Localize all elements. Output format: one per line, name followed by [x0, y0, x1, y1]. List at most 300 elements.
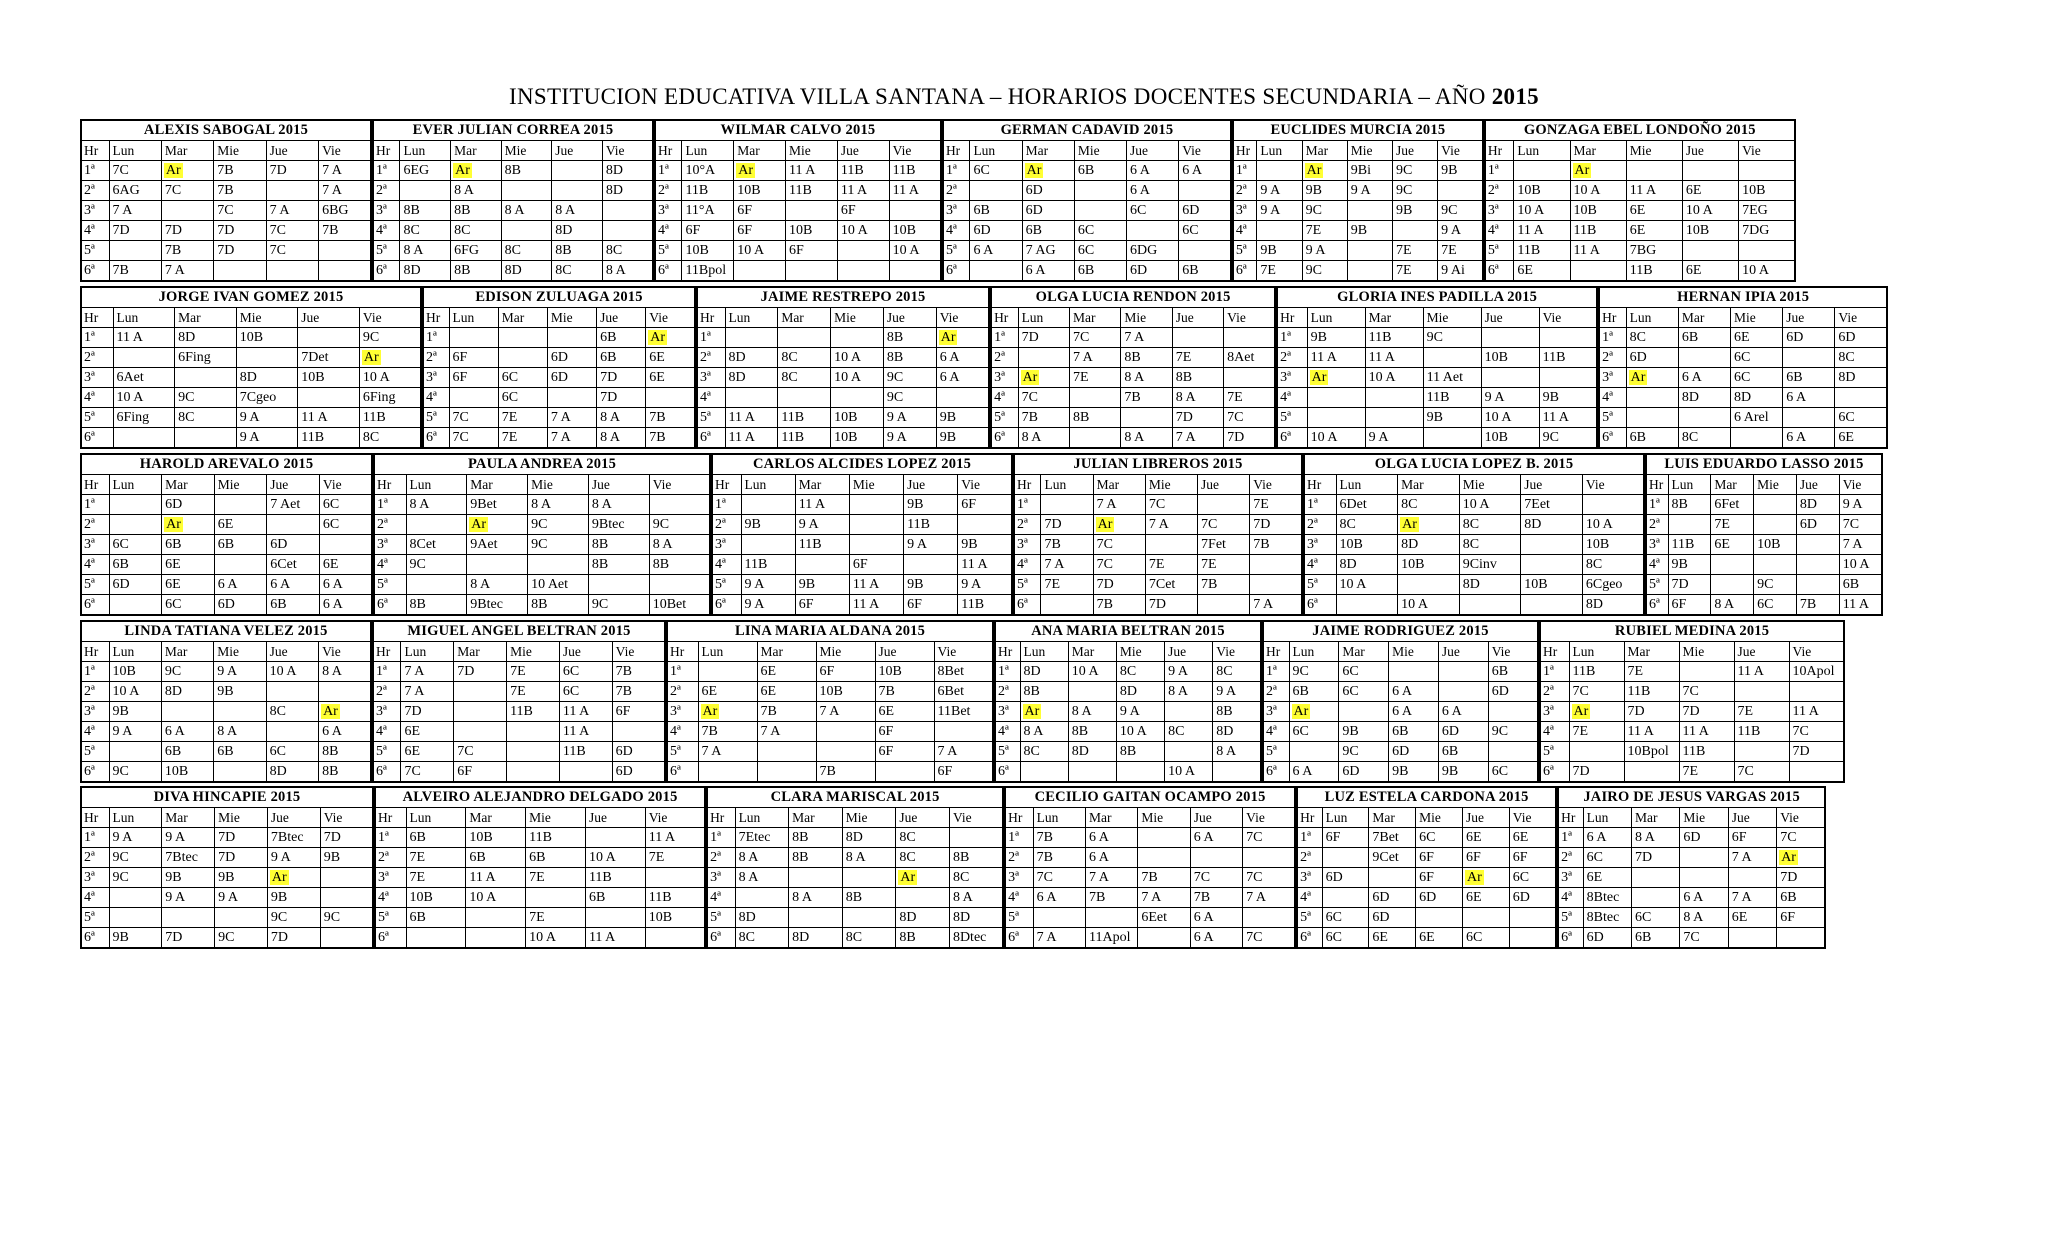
hour-label: 4ª: [81, 888, 109, 908]
class-cell: 6 A: [1033, 888, 1085, 908]
class-cell: [266, 261, 318, 282]
class-cell: 7C: [1839, 515, 1882, 535]
class-cell: [1165, 742, 1213, 762]
class-cell: 8C: [1336, 515, 1398, 535]
schedule-row: [375, 868, 705, 888]
class-cell: 11B: [1539, 348, 1597, 368]
class-cell: [970, 261, 1022, 282]
hour-label: 5ª: [81, 408, 113, 428]
hour-label: 4ª: [655, 221, 682, 241]
teacher-name-row: [1540, 621, 1844, 642]
class-cell: [109, 241, 161, 261]
class-cell: 10B: [831, 428, 884, 449]
class-cell: [113, 348, 175, 368]
class-cell: [1678, 408, 1730, 428]
teacher-name-row: [81, 120, 371, 141]
class-cell: 7B: [646, 428, 695, 449]
class-cell: [214, 495, 267, 515]
class-cell: 10 A: [1570, 181, 1626, 201]
class-cell: [1289, 702, 1339, 722]
class-cell: [725, 388, 778, 408]
class-cell: 10B: [1739, 181, 1795, 201]
hour-label: 5ª: [1304, 575, 1336, 595]
hour-label: 5ª: [697, 408, 725, 428]
hour-label: 2ª: [1599, 348, 1626, 368]
teacher-name: EUCLIDES MURCIA 2015: [1233, 120, 1483, 141]
schedule-row: [1233, 181, 1483, 201]
class-cell: 8C: [451, 221, 502, 241]
class-cell: [109, 888, 162, 908]
day-header: Mie: [1116, 642, 1164, 662]
class-cell: 9Btec: [588, 515, 649, 535]
schedule-row: [1599, 328, 1887, 348]
hour-label: 1ª: [995, 662, 1020, 682]
class-cell: 11°A: [682, 201, 734, 221]
class-cell: 9 A: [1365, 428, 1423, 449]
class-cell: 6E: [1731, 328, 1783, 348]
class-cell: 7D: [1093, 575, 1145, 595]
class-cell: 9C: [1754, 575, 1797, 595]
class-cell: 9 A: [1213, 682, 1261, 702]
schedule-row: [81, 201, 371, 221]
class-cell: 6E: [1682, 261, 1738, 282]
class-cell: 9B: [1438, 762, 1488, 783]
class-cell: 9C: [406, 555, 467, 575]
hour-label: 2ª: [81, 181, 109, 201]
class-cell: 9C: [1488, 722, 1538, 742]
class-cell: 11Apol: [1085, 928, 1137, 949]
class-cell: 9 A: [109, 828, 162, 848]
class-cell: 11 A: [1839, 595, 1882, 616]
teacher-schedule: [80, 453, 373, 616]
class-cell: 8B: [1116, 742, 1164, 762]
class-cell: [1224, 368, 1275, 388]
hour-label: 3ª: [423, 368, 449, 388]
day-header: Jue: [1796, 475, 1839, 495]
class-cell: 7 A: [1839, 535, 1882, 555]
class-cell: 7Etec: [735, 828, 789, 848]
schedule-row: [1263, 702, 1538, 722]
class-cell: 7B: [214, 161, 266, 181]
class-cell: 10 A: [526, 928, 586, 949]
schedule-row: [995, 762, 1261, 783]
class-cell: 6B: [109, 555, 162, 575]
class-cell: 10B: [161, 762, 213, 783]
class-cell: 8D: [1796, 495, 1839, 515]
class-cell: 8Bet: [934, 662, 993, 682]
class-cell: 8C: [1459, 515, 1521, 535]
day-header: Vie: [1582, 475, 1644, 495]
class-cell: 8B: [406, 595, 467, 616]
hour-column-header: Hr: [697, 308, 725, 328]
teacher-schedule: [1539, 620, 1845, 783]
class-cell: [1521, 535, 1583, 555]
class-cell: 7E: [406, 848, 466, 868]
class-cell: 6C: [1835, 408, 1887, 428]
class-cell: 7C: [449, 428, 498, 449]
class-cell: [109, 495, 162, 515]
class-cell: [585, 908, 645, 928]
highlight-marker: Ar: [455, 163, 470, 178]
schedule-row: [667, 762, 993, 783]
day-header: Lun: [1033, 808, 1085, 828]
schedule-row: [373, 261, 653, 282]
class-cell: 7C: [1033, 868, 1085, 888]
class-cell: [1138, 828, 1190, 848]
schedule-row: [81, 928, 373, 949]
class-cell: [1539, 368, 1597, 388]
class-cell: 6B: [1389, 722, 1439, 742]
day-header: Mie: [215, 808, 268, 828]
class-cell: [1250, 575, 1302, 595]
class-cell: 9B: [109, 702, 161, 722]
class-cell: [1369, 868, 1416, 888]
hour-label: 5ª: [712, 575, 741, 595]
class-cell: 6 A: [970, 241, 1022, 261]
class-cell: 11 A: [1789, 702, 1844, 722]
class-cell: 10B: [786, 221, 838, 241]
class-cell: [449, 328, 498, 348]
day-header: Vie: [949, 808, 1003, 828]
schedule-row: [81, 261, 371, 282]
class-cell: 7E: [1392, 261, 1437, 282]
class-cell: 7C: [1243, 868, 1295, 888]
schedule-row: [81, 221, 371, 241]
class-cell: [735, 888, 789, 908]
class-cell: [786, 201, 838, 221]
teacher-name-row: [991, 287, 1275, 308]
hour-label: 4ª: [991, 388, 1018, 408]
hour-label: 3ª: [1558, 868, 1583, 888]
class-cell: [649, 575, 710, 595]
class-cell: [1777, 928, 1825, 949]
class-cell: 7B: [1018, 408, 1069, 428]
class-cell: 11B: [645, 888, 705, 908]
class-cell: 6F: [849, 555, 903, 575]
class-cell: 9 A: [1257, 181, 1302, 201]
class-cell: [1121, 408, 1172, 428]
schedule-row: [1540, 722, 1844, 742]
class-cell: 9Bet: [467, 495, 528, 515]
class-cell: 9C: [109, 848, 162, 868]
class-cell: 10 A: [1682, 201, 1738, 221]
hour-label: 1ª: [1558, 828, 1583, 848]
teacher-name-row: [81, 621, 371, 642]
hour-label: 4ª: [1233, 221, 1257, 241]
class-cell: 6 A: [319, 575, 372, 595]
class-cell: [896, 868, 950, 888]
class-cell: 6E: [1626, 221, 1682, 241]
schedule-row: [1646, 595, 1882, 616]
teacher-schedule: [1296, 786, 1557, 949]
day-header: Vie: [1539, 308, 1597, 328]
teacher-name: LUIS EDUARDO LASSO 2015: [1646, 454, 1882, 475]
day-header: Vie: [934, 642, 993, 662]
schedule-row: [81, 328, 421, 348]
schedule-row: [1304, 595, 1644, 616]
hour-label: 2ª: [707, 848, 735, 868]
teacher-schedule: [1557, 786, 1826, 949]
day-header: Mar: [778, 308, 831, 328]
class-cell: [949, 828, 1003, 848]
day-header-row: [81, 642, 371, 662]
teacher-schedule: [1004, 786, 1296, 949]
class-cell: 9C: [161, 662, 213, 682]
class-cell: 9C: [588, 595, 649, 616]
class-cell: [1392, 221, 1437, 241]
highlight-marker: Ar: [738, 163, 754, 178]
hour-label: 3ª: [81, 868, 109, 888]
day-header: Mie: [1138, 808, 1190, 828]
class-cell: 7 A: [1728, 848, 1776, 868]
schedule-row: [1485, 201, 1795, 221]
class-cell: 10B: [1754, 535, 1797, 555]
class-cell: 6 A: [1583, 828, 1631, 848]
class-cell: 10 A: [831, 348, 884, 368]
schedule-row: [374, 575, 710, 595]
class-cell: 9B: [1668, 555, 1711, 575]
schedule-row: [943, 241, 1231, 261]
class-cell: [585, 828, 645, 848]
day-header: Lun: [449, 308, 498, 328]
class-cell: [449, 388, 498, 408]
teacher-name-row: [1485, 120, 1795, 141]
class-cell: [319, 261, 371, 282]
schedule-row: [1297, 848, 1556, 868]
class-cell: 7D: [1569, 762, 1624, 783]
schedule-row: [1233, 221, 1483, 241]
schedule-row: [374, 535, 710, 555]
class-cell: 8 A: [1068, 702, 1116, 722]
class-cell: [1796, 555, 1839, 575]
teacher-name-row: [655, 120, 941, 141]
class-cell: [842, 908, 896, 928]
teacher-schedule: [372, 620, 666, 783]
class-cell: 7B: [816, 762, 875, 783]
hour-label: 5ª: [995, 742, 1020, 762]
day-header: Mie: [528, 475, 589, 495]
class-cell: 7 A: [1145, 515, 1197, 535]
day-header: Jue: [559, 642, 612, 662]
class-cell: 11B: [1569, 662, 1624, 682]
class-cell: 7B: [1138, 868, 1190, 888]
class-cell: 7D: [215, 828, 268, 848]
schedule-row: [1485, 261, 1795, 282]
class-cell: 6B: [406, 828, 466, 848]
class-cell: [1213, 762, 1261, 783]
day-header: Jue: [904, 475, 958, 495]
schedule-row: [655, 221, 941, 241]
hour-label: 5ª: [374, 575, 406, 595]
teacher-name: RUBIEL MEDINA 2015: [1540, 621, 1844, 642]
day-header: Lun: [401, 642, 454, 662]
day-header: Mar: [161, 141, 213, 161]
class-cell: 7 A: [1085, 868, 1137, 888]
class-cell: 7 A: [1728, 888, 1776, 908]
class-cell: 6 A: [1190, 908, 1242, 928]
day-header: Vie: [1739, 141, 1795, 161]
class-cell: [1198, 595, 1250, 616]
hour-column-header: Hr: [655, 141, 682, 161]
class-cell: 9C: [649, 515, 710, 535]
day-header: Jue: [585, 808, 645, 828]
class-cell: [741, 535, 795, 555]
schedule-row: [943, 201, 1231, 221]
class-cell: 7 A: [1041, 555, 1093, 575]
teacher-name-row: [1646, 454, 1882, 475]
class-cell: 6E: [1711, 535, 1754, 555]
hour-label: 6ª: [1233, 261, 1257, 282]
class-cell: [1626, 368, 1678, 388]
teacher-name-row: [697, 287, 989, 308]
day-header: Vie: [1789, 642, 1844, 662]
class-cell: 8D: [1398, 535, 1460, 555]
teacher-name: LUZ ESTELA CARDONA 2015: [1297, 787, 1556, 808]
class-cell: [1481, 328, 1539, 348]
class-cell: 11B: [526, 828, 586, 848]
day-header: Jue: [1127, 141, 1179, 161]
hour-label: 6ª: [1646, 595, 1668, 616]
class-cell: [1789, 762, 1844, 783]
hour-column-header: Hr: [1599, 308, 1626, 328]
class-cell: 8 A: [735, 868, 789, 888]
class-cell: [467, 555, 528, 575]
hour-label: 1ª: [943, 161, 970, 181]
teacher-name-row: [707, 787, 1003, 808]
schedule-row: [667, 742, 993, 762]
class-cell: 7C: [161, 181, 213, 201]
hour-label: 5ª: [1233, 241, 1257, 261]
hour-label: 5ª: [81, 575, 109, 595]
class-cell: 6F: [1777, 908, 1825, 928]
hour-label: 4ª: [1263, 722, 1289, 742]
class-cell: 7D: [1679, 702, 1734, 722]
day-header: Jue: [552, 141, 603, 161]
class-cell: [1682, 161, 1738, 181]
class-cell: 8C: [1459, 535, 1521, 555]
class-cell: [842, 868, 896, 888]
day-header: Vie: [649, 475, 710, 495]
class-cell: 8B: [883, 348, 936, 368]
class-cell: 11B: [1365, 328, 1423, 348]
day-header: Mar: [795, 475, 849, 495]
hour-label: 4ª: [1646, 555, 1668, 575]
teacher-schedule: [990, 286, 1276, 449]
schedule-row: [81, 682, 371, 702]
class-cell: 6Fing: [113, 408, 175, 428]
day-header: Jue: [298, 308, 360, 328]
class-cell: 9B: [162, 868, 215, 888]
class-cell: 8 A: [400, 241, 451, 261]
class-cell: 10 A: [1582, 515, 1644, 535]
class-cell: 7C: [214, 201, 266, 221]
hour-label: 6ª: [655, 261, 682, 282]
class-cell: 11B: [507, 702, 560, 722]
hour-label: 1ª: [1304, 495, 1336, 515]
class-cell: 11B: [795, 535, 849, 555]
day-header-row: [1485, 141, 1795, 161]
class-cell: [831, 388, 884, 408]
day-header: Mar: [162, 808, 215, 828]
teacher-name: MIGUEL ANGEL BELTRAN 2015: [373, 621, 665, 642]
class-cell: 9B: [936, 408, 989, 428]
class-cell: 6E: [1369, 928, 1416, 949]
day-header: Mie: [1389, 642, 1439, 662]
class-cell: 6C: [319, 495, 372, 515]
class-cell: [1018, 368, 1069, 388]
class-cell: 11B: [904, 515, 958, 535]
schedule-row: [81, 722, 371, 742]
class-cell: 6B: [1488, 662, 1538, 682]
hour-column-header: Hr: [81, 475, 109, 495]
schedule-row: [81, 161, 371, 181]
class-cell: 8D: [1582, 595, 1644, 616]
hour-column-header: Hr: [81, 808, 109, 828]
class-cell: 6B: [406, 908, 466, 928]
class-cell: 11 A: [1365, 348, 1423, 368]
day-header-row: [374, 475, 710, 495]
hour-label: 6ª: [697, 428, 725, 449]
day-header: Lun: [109, 808, 162, 828]
schedule-row: [1599, 408, 1887, 428]
class-cell: [1127, 221, 1179, 241]
class-cell: 11 A: [795, 495, 849, 515]
class-cell: 6B: [1179, 261, 1231, 282]
class-cell: 7D: [1041, 515, 1093, 535]
class-cell: 9C: [1539, 428, 1597, 449]
class-cell: 6 A: [1678, 368, 1730, 388]
class-cell: 6C: [1179, 221, 1231, 241]
class-cell: 8 A: [406, 495, 467, 515]
class-cell: 10B: [1481, 348, 1539, 368]
schedule-row: [1297, 888, 1556, 908]
day-header: Lun: [400, 141, 451, 161]
class-cell: 8 A: [1165, 682, 1213, 702]
class-cell: [214, 261, 266, 282]
schedule-row: [697, 408, 989, 428]
hour-label: 2ª: [423, 348, 449, 368]
class-cell: 9 A: [215, 888, 268, 908]
class-cell: 7E: [1041, 575, 1093, 595]
class-cell: 6 A: [1085, 828, 1137, 848]
day-header: Vie: [645, 808, 705, 828]
class-cell: [266, 722, 318, 742]
class-cell: [1711, 555, 1754, 575]
day-header-row: [991, 308, 1275, 328]
class-cell: [1093, 515, 1145, 535]
class-cell: 8C: [1398, 495, 1460, 515]
class-cell: 6EG: [400, 161, 451, 181]
class-cell: 7E: [526, 868, 586, 888]
class-cell: [507, 742, 560, 762]
class-cell: 6C: [1074, 241, 1126, 261]
class-cell: 6Cgeo: [1582, 575, 1644, 595]
hour-label: 1ª: [1297, 828, 1322, 848]
class-cell: 6F: [1668, 595, 1711, 616]
class-cell: 10 A: [1307, 428, 1365, 449]
hour-label: 5ª: [655, 241, 682, 261]
hour-label: 5ª: [1263, 742, 1289, 762]
hour-label: 4ª: [375, 888, 406, 908]
class-cell: 6D: [1583, 928, 1631, 949]
hour-label: 2ª: [375, 848, 406, 868]
schedule-row: [712, 515, 1012, 535]
document-title-text: INSTITUCION EDUCATIVA VILLA SANTANA – HORARIOS DOCENTES SECUNDARIA – AÑO: [509, 84, 1486, 109]
class-cell: 6D: [1835, 328, 1887, 348]
class-cell: [406, 515, 467, 535]
schedule-row: [991, 388, 1275, 408]
class-cell: 6D: [1488, 682, 1538, 702]
